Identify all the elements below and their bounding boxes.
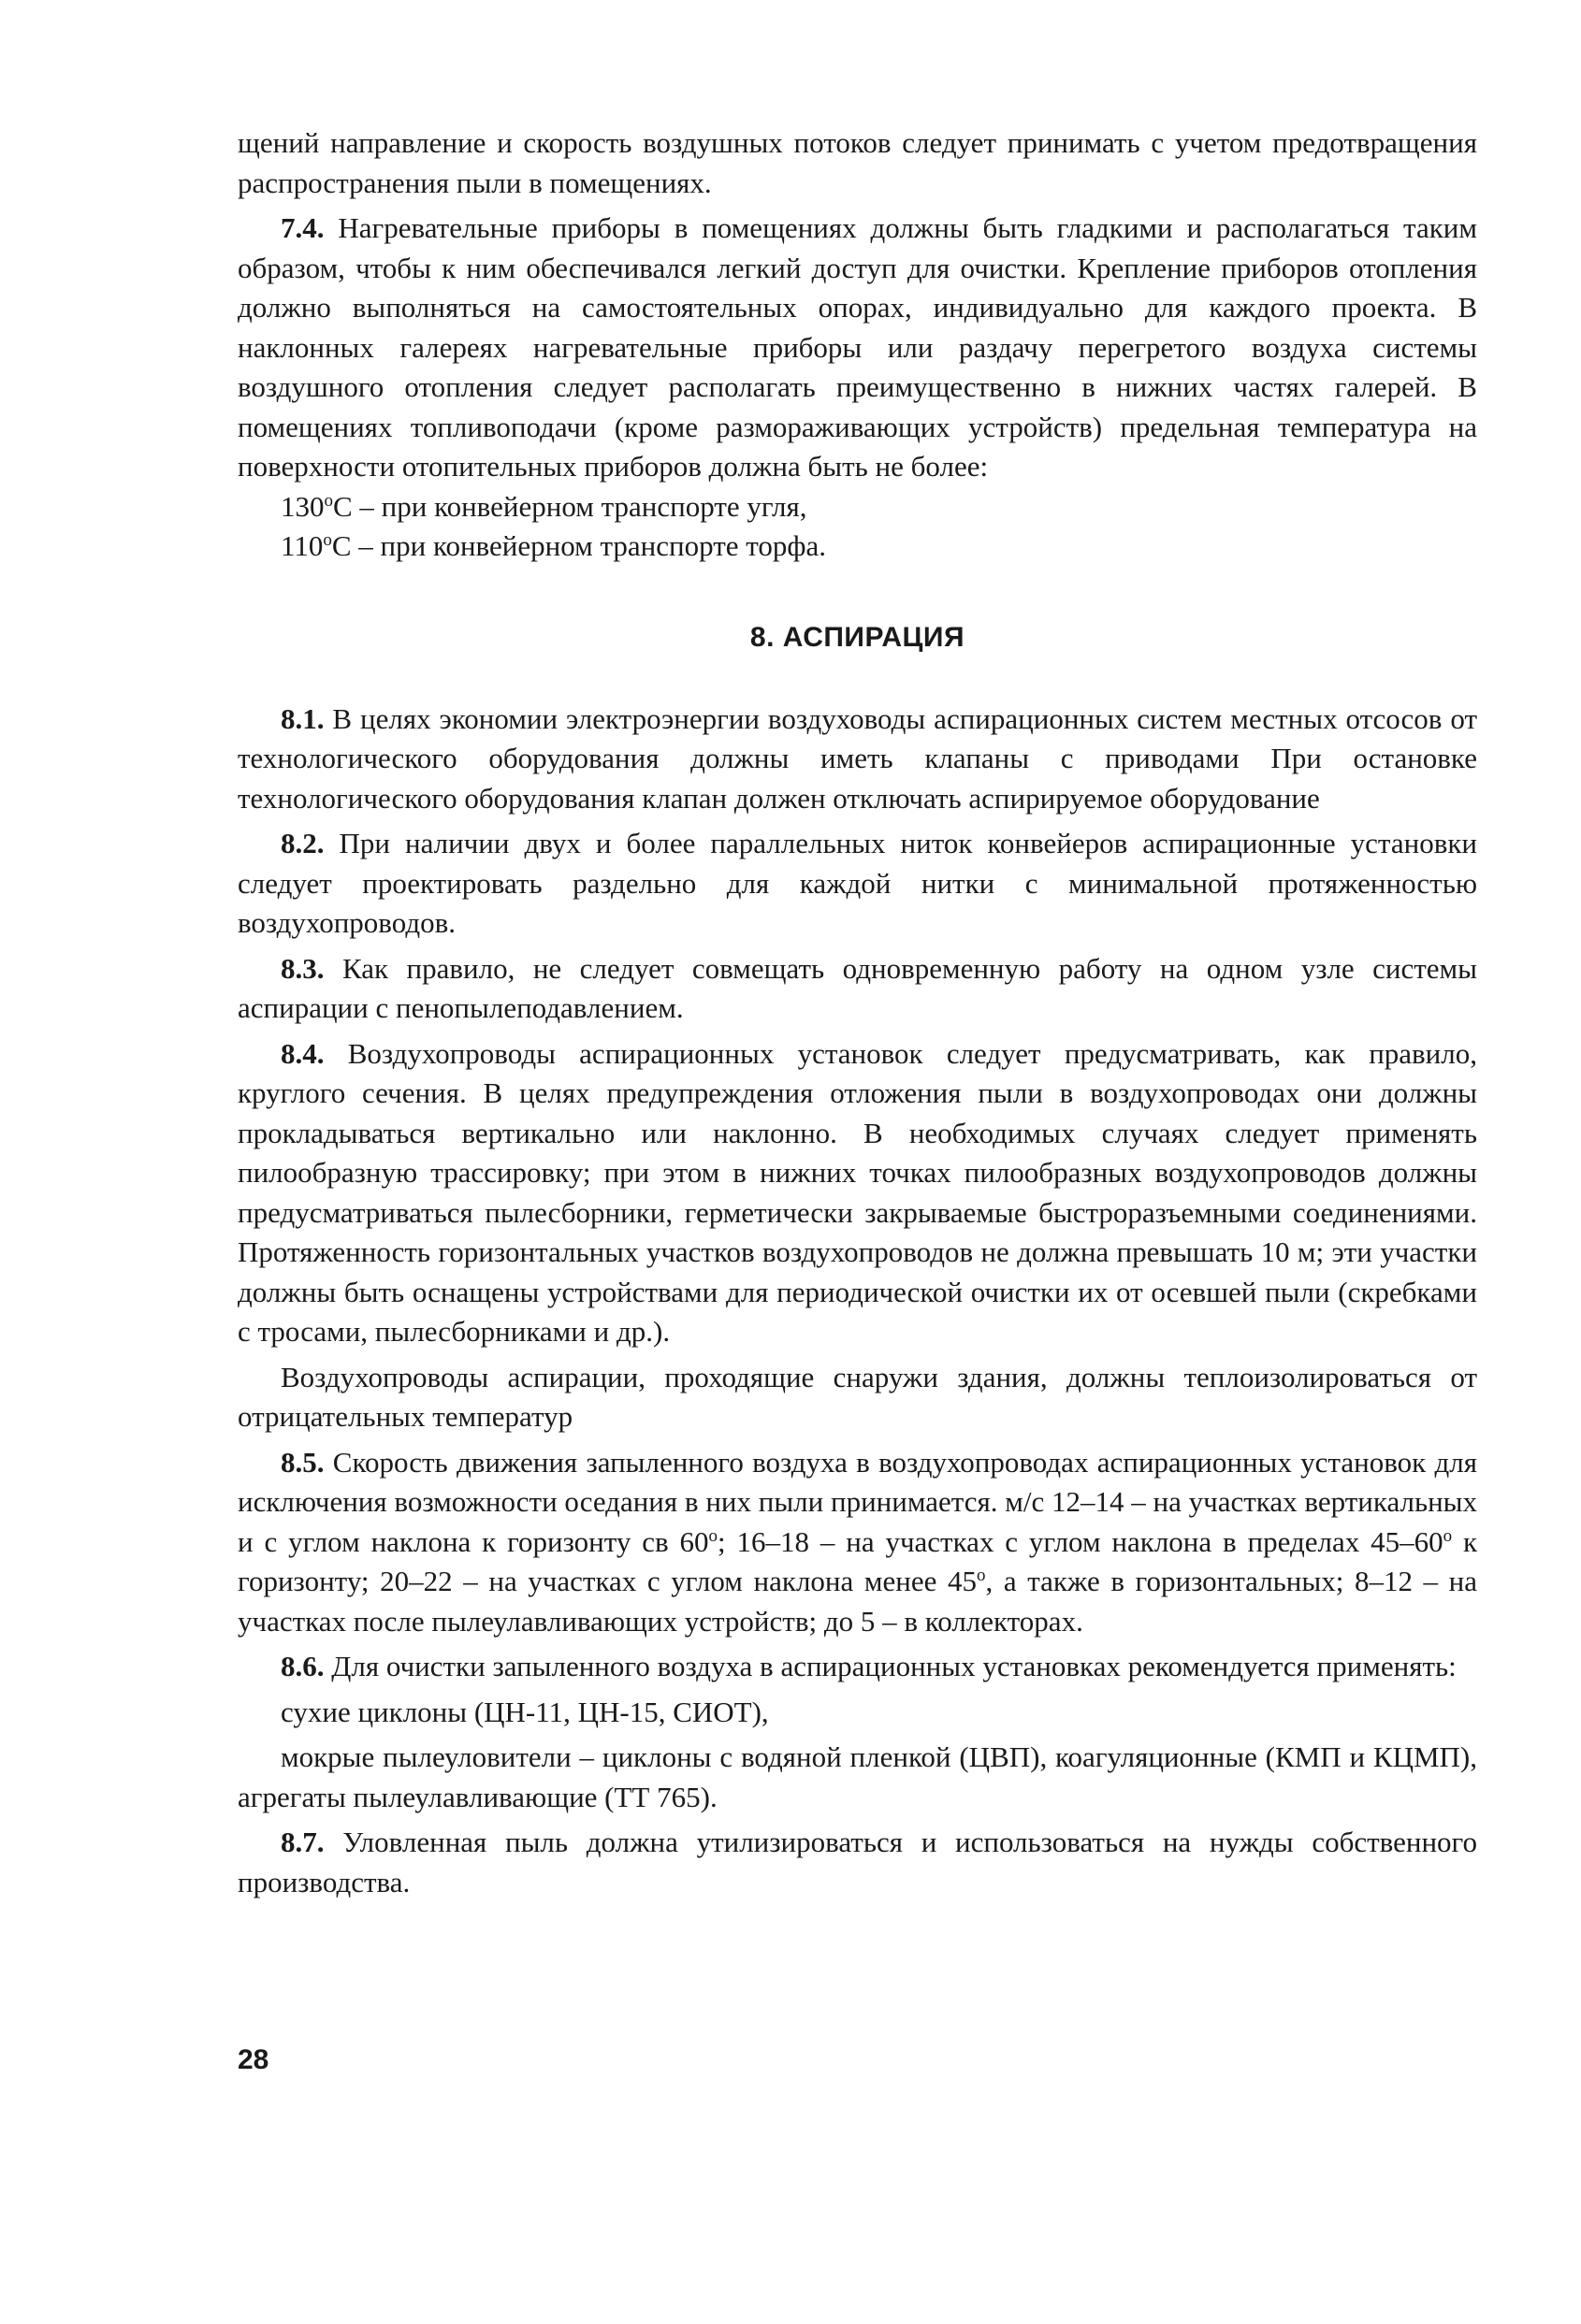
top-paragraph: щений направление и скорость воздушных потоков следует принимать с учетом предотвращения распространения пыли в помещениях. <box>238 126 1477 199</box>
paragraph-7-4 <box>238 209 1477 487</box>
paragraph-8-2 <box>238 824 1477 944</box>
temp-value: 110 <box>281 529 324 562</box>
degree-mark: о <box>1443 1525 1453 1546</box>
paragraph-text: , а также в горизонтальных; 8–12 – на участках после пылеулавливающих устройств; до 5 – в коллекторах. <box>238 1565 1478 1638</box>
paragraph-text: Уловленная пыль должна утилизироваться и использоваться на нужды собственного производства. <box>238 1826 1477 1898</box>
paragraph-8-6 <box>238 1647 1477 1687</box>
paragraph-text: ; 16–18 – на участках с углом наклона в пределах 45–60 <box>718 1524 1443 1558</box>
degree-mark: о <box>708 1525 718 1546</box>
paragraph-8-3 <box>238 949 1477 1029</box>
paragraph-text: Воздухопроводы аспирационных установок следует предусматривать, как правило, круглого сечения. В целях предупреждения отложения пыли в воздухопроводах они должны прокладываться вертикально или наклонно. В необходимых случаях следует применять пилообразную трассировку; при этом в нижних точках пилообразных воздухопроводов должны предусматриваться пылесборники, герметически закрываемые быстроразъемными соединениями. Протяженность горизонтальных участков воздухопроводов не должна превышать 10 м; эти участки должны быть оснащены устройствами для периодической очистки их от осевшей пыли (скребками с тросами, пылесборниками и др.). <box>238 1036 1477 1348</box>
paragraph-number: 8.6. <box>281 1650 325 1682</box>
temp-text: С – при конвейерном транспорте угля, <box>333 489 807 523</box>
degree-mark: о <box>976 1566 986 1585</box>
degree-mark: о <box>324 490 333 511</box>
paragraph-number: 8.2. <box>281 827 325 859</box>
degree-mark: о <box>323 530 332 550</box>
paragraph-text: к горизонту; 20–22 – на участках с углом наклона менее 45 <box>238 1524 1478 1597</box>
paragraph-8-1 <box>238 700 1477 819</box>
cleaning-list-item: сухие циклоны (ЦН-11, ЦН-15, СИОТ), <box>281 1695 769 1728</box>
paragraph-text: Для очистки запыленного воздуха в аспирационных установках рекомендуется применять: <box>331 1650 1457 1682</box>
paragraph-8-5 <box>238 1443 1477 1642</box>
page-number: 28 <box>238 2044 269 2075</box>
paragraph-number: 8.3. <box>281 951 325 985</box>
paragraph-8-4 <box>238 1034 1477 1352</box>
cleaning-list-item: мокрые пылеуловители – циклоны с водяной пленкой (ЦВП), коагуляционные (КМП и КЦМП), агрегаты пылеулавливающие (ТТ 765). <box>238 1740 1477 1813</box>
section-heading: 8. АСПИРАЦИЯ <box>749 621 965 653</box>
paragraph-number: 8.7. <box>281 1826 325 1858</box>
paragraph-text: Скорость движения запыленного воздуха в воздухопроводах аспирационных установок для исключения возможности оседания в них пыли принимается. м/с 12–14 – на участках вертикальных и с углом наклона к горизонту св 60 <box>238 1445 1477 1558</box>
paragraph-8-4-continuation: Воздухопроводы аспирации, проходящие снаружи здания, должны теплоизолироваться от отрицательных температур <box>238 1360 1477 1433</box>
paragraph-number: 8.1. <box>281 701 325 735</box>
paragraph-text: При наличии двух и более параллельных ниток конвейеров аспирационные установки следует проектировать раздельно для каждой нитки с минимальной протяженностью воздухопроводов. <box>238 827 1477 939</box>
temp-list-item <box>238 487 1477 527</box>
temp-list-item <box>238 527 1477 567</box>
document-page <box>238 123 1477 1902</box>
paragraph-number: 7.4. <box>281 211 325 244</box>
paragraph-number: 8.5. <box>281 1445 325 1479</box>
paragraph-number: 8.4. <box>281 1036 325 1070</box>
paragraph-text: В целях экономии электроэнергии воздуховоды аспирационных систем местных отсосов от технологического оборудования должны иметь клапаны с приводами При остановке технологического оборудования клапан должен отключать аспирируемое оборудование <box>238 701 1477 815</box>
paragraph-8-7 <box>238 1823 1477 1902</box>
temp-text: С – при конвейерном транспорте торфа. <box>331 529 826 562</box>
paragraph-text: Нагревательные приборы в помещениях должны быть гладкими и располагаться таким образом, чтобы к ним обеспечивался легкий доступ для очистки. Крепление приборов отопления должно выполняться на самостоятельных опорах, индивидуально для каждого проекта. В наклонных галереях нагревательные приборы или раздачу перегретого воздуха системы воздушного отопления следует располагать преимущественно в нижних частях галерей. В помещениях топливоподачи (кроме размораживающих устройств) предельная температура на поверхности отопительных приборов должна быть не более: <box>238 211 1477 483</box>
temp-value: 130 <box>281 489 325 523</box>
paragraph-text: Как правило, не следует совмещать одновременную работу на одном узле системы аспирации с пенопылеподавлением. <box>238 951 1478 1024</box>
